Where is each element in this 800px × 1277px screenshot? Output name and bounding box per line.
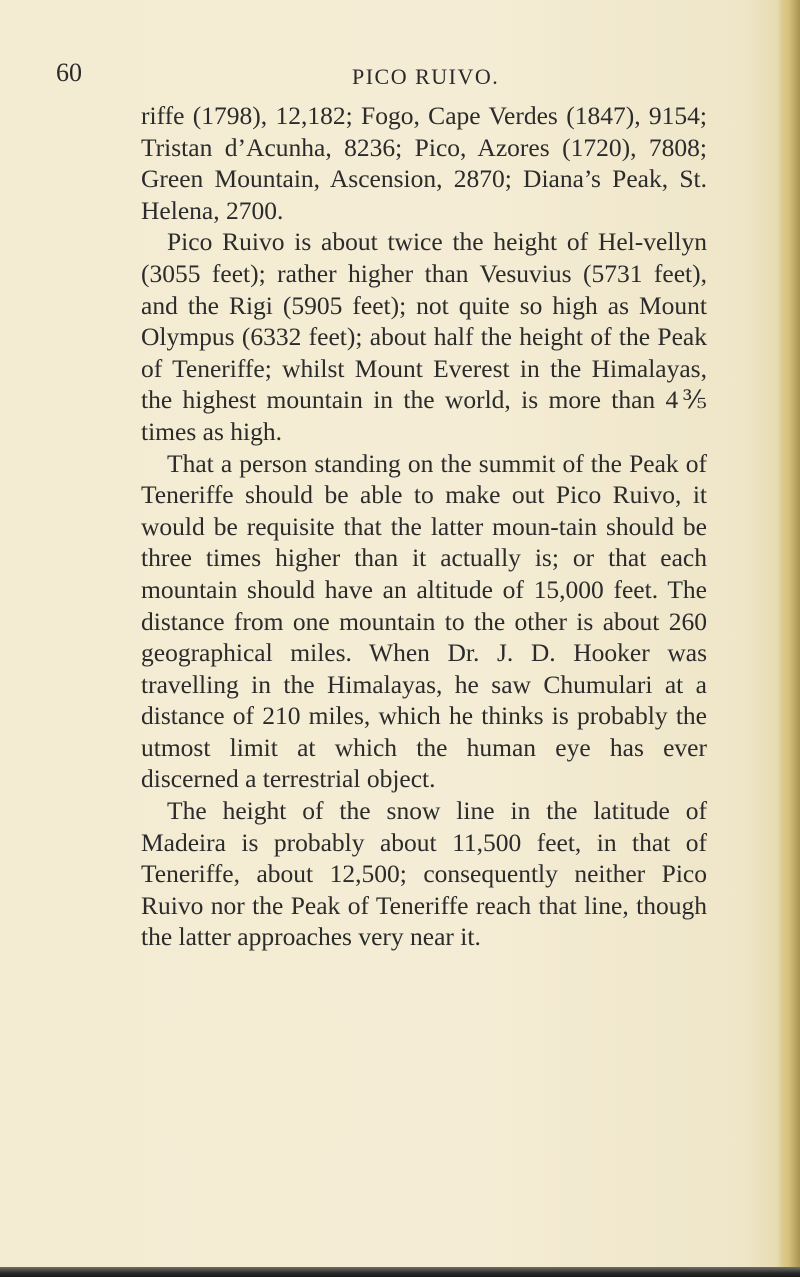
running-head: PICO RUIVO. [352, 64, 500, 89]
body-text [141, 100, 707, 953]
paragraph-visibility: That a person standing on the summit of the Peak of Teneriffe should be able to make out Pico Ruivo, it would be requisite that the latter moun-tain should be three times higher than it actually is; or that each mountain should have an altitude of 15,000 feet. The distance from one mountain to the other is about 260 geographical miles. When Dr. J. D. Hooker was travelling in the Himalayas, he saw Chumulari at a distance of 210 miles, which he thinks is probably the utmost limit at which the human eye has ever discerned a terrestrial object. [141, 448, 707, 794]
page-header [0, 52, 800, 92]
paragraph-pico-ruivo-height: Pico Ruivo is about twice the height of Hel-vellyn (3055 feet); rather higher than Vesuvius (5731 feet), and the Rigi (5905 feet); not quite so high as Mount Olympus (6332 feet); about half the height of the Peak of Teneriffe; whilst Mount Everest in the Himalayas, the highest mountain in the world, is more than 4⅗ times as high. [141, 227, 707, 446]
paragraph-snow-line: The height of the snow line in the latitude of Madeira is probably about 11,500 feet, in that of Teneriffe, about 12,500; consequently neither Pico Ruivo nor the Peak of Teneriffe reach that line, though the latter approaches very near it. [141, 796, 707, 952]
page-edge-shadow [778, 0, 800, 1277]
bottom-edge [0, 1267, 800, 1277]
paragraph-continued: riffe (1798), 12,182; Fogo, Cape Verdes (1847), 9154; Tristan d’Acunha, 8236; Pico, Azores (1720), 7808; Green Mountain, Ascension, 2870; Diana’s Peak, St. Helena, 2700. [141, 101, 707, 225]
page-number: 60 [56, 58, 82, 87]
